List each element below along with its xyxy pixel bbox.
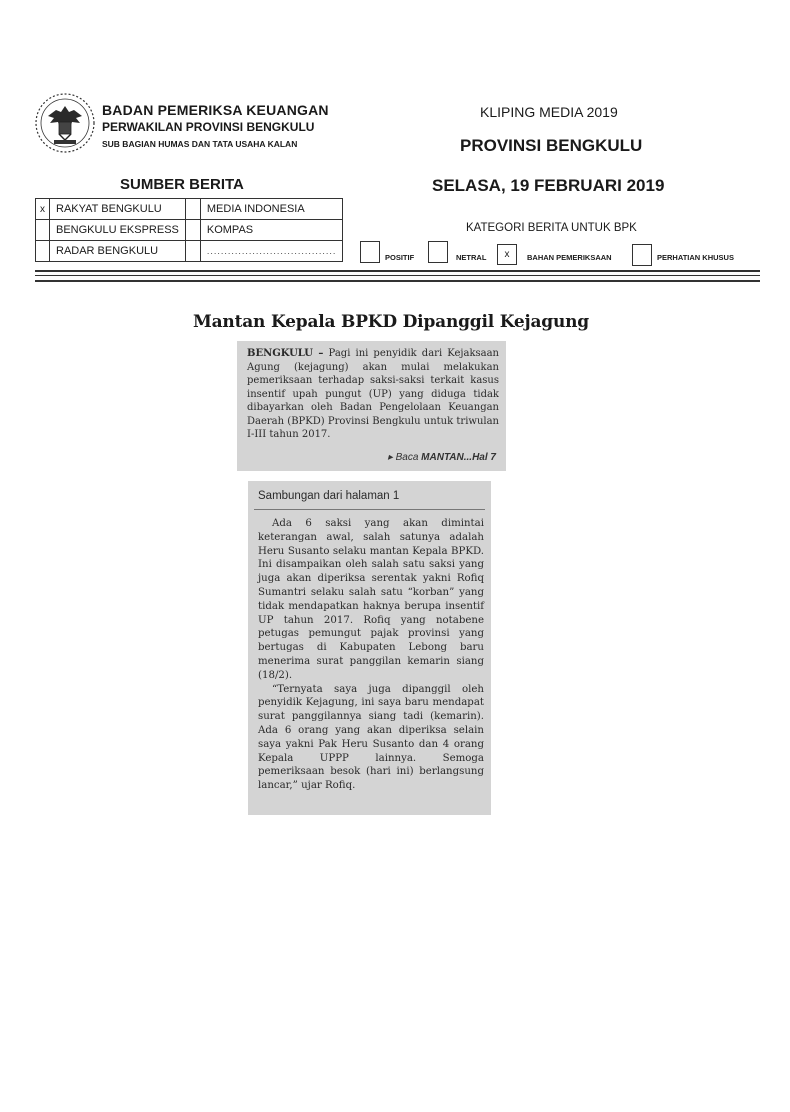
source-name: RADAR BENGKULU — [50, 241, 186, 262]
continuation-divider — [254, 509, 485, 510]
continued-prefix: Baca — [395, 452, 419, 463]
category-checkbox-perhatian-khusus — [632, 244, 652, 266]
source-name: KOMPAS — [200, 220, 343, 241]
source-checkbox — [36, 241, 50, 262]
source-name: BENGKULU EKSPRESS — [50, 220, 186, 241]
source-checkbox — [185, 241, 200, 262]
continued-reference — [388, 452, 496, 463]
source-name-blank: ..................................... — [200, 241, 343, 262]
org-branch: PERWAKILAN PROVINSI BENGKULU — [102, 120, 315, 134]
article-continuation-clipping — [248, 481, 491, 815]
category-checkbox-bahan-pemeriksaan: x — [497, 244, 517, 265]
province-title: PROVINSI BENGKULU — [460, 136, 643, 155]
org-subdivision: SUB BAGIAN HUMAS DAN TATA USAHA KALAN — [102, 139, 298, 149]
org-name: BADAN PEMERIKSA KEUANGAN — [102, 102, 329, 118]
source-checkbox: x — [36, 199, 50, 220]
article-paragraph: “Ternyata saya juga dipanggil oleh penyidik Kejagung, ini saya baru mendapat surat panggilannya siang tadi (kemarin). Ada 6 orang yang akan diperiksa selain saya yakni Pak Heru Susanto dan 4 orang Kepala UPPP lainnya. Semoga pemeriksaan besok (hari ini) berlangsung lancar,” ujar Rofiq. — [258, 683, 484, 792]
header-divider — [35, 280, 760, 282]
source-name: RAKYAT BENGKULU — [50, 199, 186, 220]
source-checkbox — [36, 220, 50, 241]
category-label-bahan-pemeriksaan: BAHAN PEMERIKSAAN — [527, 253, 612, 262]
category-checkbox-netral — [428, 241, 448, 263]
category-section-title: KATEGORI BERITA UNTUK BPK — [466, 222, 637, 234]
category-label-positif: POSITIF — [385, 253, 415, 262]
garuda-emblem-icon — [34, 92, 96, 154]
category-label-netral: NETRAL — [456, 253, 487, 262]
triangle-bullet-icon: ▸ — [387, 452, 393, 463]
source-table — [35, 198, 343, 262]
source-row — [36, 241, 343, 262]
dateline: BENGKULU – — [247, 348, 324, 359]
source-checkbox — [185, 199, 200, 220]
category-checkbox-positif — [360, 241, 380, 263]
source-row — [36, 220, 343, 241]
header-divider — [35, 275, 760, 276]
source-section-title: SUMBER BERITA — [120, 176, 244, 193]
date-title: SELASA, 19 FEBRUARI 2019 — [432, 176, 665, 195]
header-divider — [35, 270, 760, 272]
source-row — [36, 199, 343, 220]
source-checkbox — [185, 220, 200, 241]
article-body — [258, 517, 484, 793]
lede-text: Pagi ini penyidik dari Kejaksaan Agung (kejagung) akan mulai melakukan pemeriksaan terhadap saksi-saksi terkait kasus insentif upah pungut (UP) yang diduga tidak dibayarkan oleh Badan Pengelolaan Keuangan Daerah (BPKD) Provinsi Bengkulu untuk triwulan I-III tahun 2017. — [247, 348, 499, 440]
article-headline: Mantan Kepala BPKD Dipanggil Kejagung — [193, 312, 589, 332]
source-name: MEDIA INDONESIA — [200, 199, 343, 220]
article-lede — [247, 347, 499, 442]
kliping-title: KLIPING MEDIA 2019 — [480, 104, 618, 120]
continued-ref: MANTAN...Hal 7 — [421, 452, 496, 463]
continuation-title: Sambungan dari halaman 1 — [258, 490, 400, 502]
article-paragraph: Ada 6 saksi yang akan dimintai keterangan awal, salah satunya adalah Heru Susanto selaku mantan Kepala BPKD. Ini disampaikan oleh salah satu saksi yang juga akan diperiksa serentak yakni Rofiq Sumantri selaku salah satu “korban” yang tidak mendapatkan haknya berupa insentif UP tahun 2017. Rofiq yang notabene petugas pemungut pajak provinsi yang bertugas di Kabupaten Lebong baru menerima surat panggilan kemarin siang (18/2). — [258, 518, 484, 681]
article-lede-clipping — [237, 341, 506, 471]
category-label-perhatian-khusus: PERHATIAN KHUSUS — [657, 253, 734, 262]
